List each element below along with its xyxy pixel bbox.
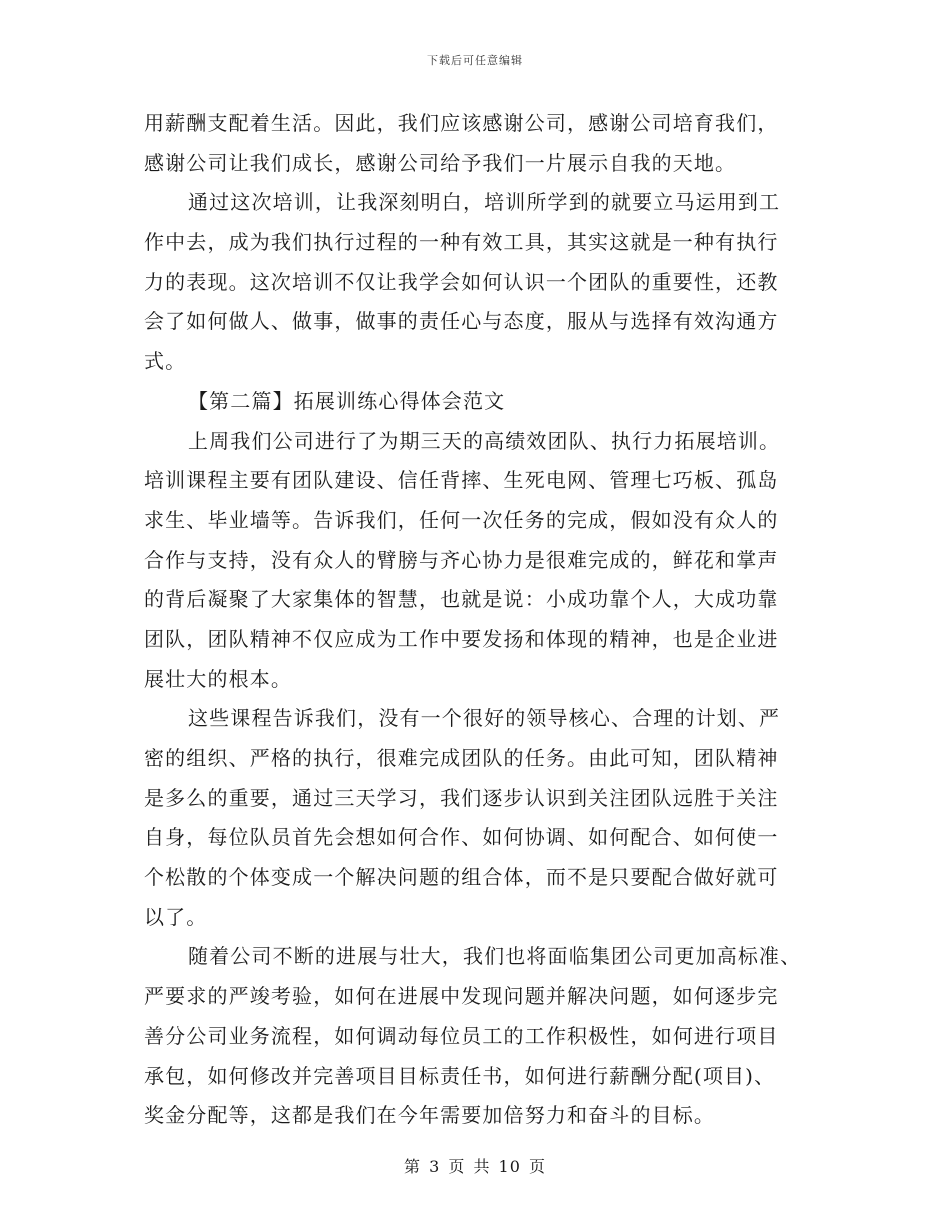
text-line: 作中去，成为我们执行过程的一种有效工具，其实这就是一种有执行	[144, 230, 779, 255]
text-line: 团队，团队精神不仅应成为工作中要发扬和体现的精神，也是企业进	[144, 626, 779, 651]
text-line: 通过这次培训，让我深刻明白，培训所学到的就要立马运用到工	[188, 190, 781, 215]
text-line: 用薪酬支配着生活。因此，我们应该感谢公司，感谢公司培育我们，	[144, 111, 779, 135]
text-line: 感谢公司让我们成长，感谢公司给予我们一片展示自我的天地。	[144, 150, 737, 175]
text-line: 密的组织、严格的执行，很难完成团队的任务。由此可知，团队精神	[144, 746, 779, 770]
text-line: 承包，如何修改并完善项目目标责任书，如何进行薪酬分配(项目)、	[144, 1063, 776, 1088]
text-line: 是多么的重要，通过三天学习，我们逐步认识到关注团队远胜于关注	[144, 785, 779, 810]
text-line: 严要求的严竣考验，如何在进展中发现问题并解决问题，如何逐步完	[144, 984, 779, 1009]
text-line: 合作与支持，没有众人的臂膀与齐心协力是很难完成的，鲜花和掌声	[144, 547, 779, 572]
text-line: 求生、毕业墙等。告诉我们，任何一次任务的完成，假如没有众人的	[144, 507, 779, 532]
text-line: 善分公司业务流程，如何调动每位员工的工作积极性，如何进行项目	[144, 1023, 779, 1048]
text-line: 展壮大的根本。	[144, 666, 293, 691]
text-line: 随着公司不断的进展与壮大，我们也将面临集团公司更加高标准、	[188, 944, 802, 969]
document-body	[144, 104, 814, 1136]
page-footer: 第 3 页 共 10 页	[404, 1157, 546, 1176]
text-line: 式。	[144, 349, 187, 374]
text-line: 力的表现。这次培训不仅让我学会如何认识一个团队的重要性，还教	[144, 269, 779, 294]
page-header: 下载后可任意编辑	[427, 54, 523, 67]
text-line: 培训课程主要有团队建设、信任背摔、生死电网、管理七巧板、孤岛	[144, 468, 779, 493]
text-line: 【第二篇】拓展训练心得体会范文	[188, 388, 506, 413]
text-line: 这些课程告诉我们，没有一个很好的领导核心、合理的计划、严	[188, 706, 781, 731]
text-line: 个松散的个体变成一个解决问题的组合体，而不是只要配合做好就可	[144, 865, 779, 890]
text-line: 自身，每位队员首先会想如何合作、如何协调、如何配合、如何使一	[144, 825, 779, 850]
text-line: 会了如何做人、做事，做事的责任心与态度，服从与选择有效沟通方	[144, 309, 779, 334]
text-line: 奖金分配等，这都是我们在今年需要加倍努力和奋斗的目标。	[144, 1103, 716, 1128]
text-line: 以了。	[144, 904, 208, 929]
text-line: 的背后凝聚了大家集体的智慧，也就是说：小成功靠个人，大成功靠	[144, 587, 779, 612]
text-line: 上周我们公司进行了为期三天的高绩效团队、执行力拓展培训。	[188, 428, 781, 453]
